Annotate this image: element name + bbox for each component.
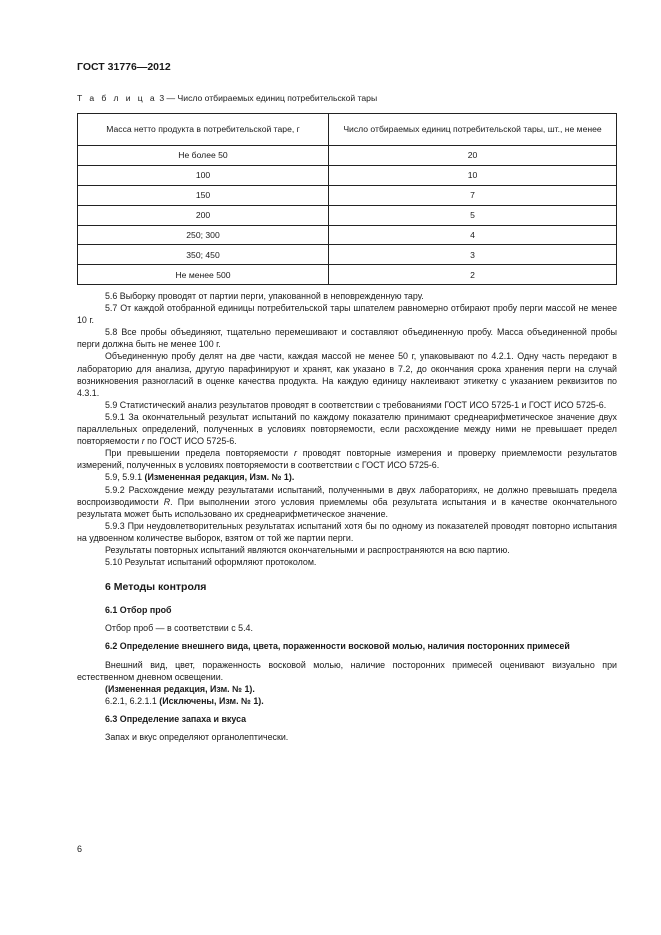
paragraph-5-9: 5.9 Статистический анализ результатов проводят в соответствии с требованиями ГОСТ ИСО 5725-1 и ГОСТ ИСО 5725-6. bbox=[105, 399, 607, 410]
table-cell-mass: 250; 300 bbox=[78, 225, 329, 245]
amendment-note bbox=[77, 471, 617, 483]
table-cell-count: 5 bbox=[329, 205, 617, 225]
excluded-clause: 6.2.1, 6.2.1.1 bbox=[105, 695, 160, 706]
paragraph-text: проводят повторные измерения и проверку приемлемости результатов измерений, полученных в условиях повторяемости в соответствии с ГОСТ ИСО 5725-6. bbox=[77, 448, 617, 471]
paragraph-6-1: Отбор проб — в соответствии с 5.4. bbox=[105, 623, 253, 634]
paragraph-5-9-1 bbox=[77, 411, 617, 447]
paragraph-text: по ГОСТ ИСО 5725-6. bbox=[144, 436, 237, 447]
subsection-heading-6-3: 6.3 Определение запаха и вкуса bbox=[105, 713, 247, 724]
paragraph-5-9-3: 5.9.3 При неудовлетворительных результатах испытаний хотя бы по одному из показателей проводят повторно испытания на удвоенном количестве выборок, взятом от той же партии перги. bbox=[77, 520, 617, 543]
column-header-count-text: Число отбираемых единиц потребительской тары, шт., не менее bbox=[343, 124, 602, 134]
table-cell-count: 3 bbox=[329, 245, 617, 265]
page-number: 6 bbox=[77, 844, 83, 854]
amendment-text: (Измененная редакция, Изм. № 1). bbox=[144, 472, 295, 483]
paragraph-text: . При выполнении этого условия приемлемы оба результата испытания и в качестве окончательного результата может быть использовано их среднеарифметическое значение. bbox=[77, 496, 617, 519]
paragraph-text: 5.9.2 Расхождение между результатами испытаний, полученными в двух лабораториях, не должно превышать предела воспроизводимости bbox=[77, 484, 617, 507]
table-row bbox=[78, 225, 617, 245]
table-cell-count: 10 bbox=[329, 165, 617, 185]
section-heading-6: 6 Методы контроля bbox=[105, 581, 207, 594]
paragraph-repeat-results: Результаты повторных испытаний являются окончательными и распространяются на всю партию. bbox=[105, 544, 510, 555]
symbol-r: r bbox=[141, 436, 145, 447]
excluded-note bbox=[77, 695, 617, 707]
table-cell-mass: 200 bbox=[78, 205, 329, 225]
table-caption bbox=[77, 93, 377, 103]
table-caption-title: 3 — Число отбираемых единиц потребительской тары bbox=[157, 93, 378, 103]
table-row bbox=[78, 205, 617, 225]
table-caption-label: Т а б л и ц а bbox=[77, 93, 157, 103]
table-cell-mass: 100 bbox=[78, 165, 329, 185]
symbol-R: R bbox=[163, 496, 171, 507]
table-cell-count: 4 bbox=[329, 225, 617, 245]
table-row bbox=[78, 245, 617, 265]
table-row bbox=[78, 265, 617, 285]
table-cell-count: 2 bbox=[329, 265, 617, 285]
table-cell-count: 7 bbox=[329, 185, 617, 205]
column-header-mass: Масса нетто продукта в потребительской таре, г bbox=[78, 114, 329, 146]
table-row bbox=[78, 185, 617, 205]
table-cell-mass: 350; 450 bbox=[78, 245, 329, 265]
table-header-row bbox=[78, 114, 617, 146]
paragraph-5-9-2 bbox=[77, 484, 617, 520]
table-cell-count: 20 bbox=[329, 146, 617, 166]
paragraph-5-8-split: Объединенную пробу делят на две части, каждая массой не менее 50 г, упаковывают по 4.2.1. Одну часть передают в лабораторию для анализа, другую парафинируют и хранят, как указано в 7.2, до окончания срока хранения перги на случай возникновения разногласий в оценке качества продукта. На каждую единицу наклеивают этикетку с указанием реквизитов по 4.3.1. bbox=[77, 351, 617, 398]
paragraph-5-8: 5.8 Все пробы объединяют, тщательно перемешивают и составляют объединенную пробу. Масса объединенной пробы перги должна быть не менее 100 г. bbox=[77, 327, 617, 350]
document-body bbox=[77, 290, 617, 743]
paragraph-5-6: 5.6 Выборку проводят от партии перги, упакованной в неповрежденную тару. bbox=[105, 291, 424, 301]
table-cell-mass: Не более 50 bbox=[78, 146, 329, 166]
paragraph-6-2: Внешний вид, цвет, пораженность восковой молью, наличие посторонних примесей оценивают визуально при естественном дневном освещении. bbox=[77, 659, 617, 682]
paragraph-6-3: Запах и вкус определяют органолептически. bbox=[105, 732, 289, 742]
table-cell-mass: 150 bbox=[78, 185, 329, 205]
sample-units-table bbox=[77, 113, 617, 285]
document-header: ГОСТ 31776—2012 bbox=[77, 61, 171, 73]
column-header-count bbox=[329, 114, 617, 146]
amendment-note-6-2: (Измененная редакция, Изм. № 1). bbox=[105, 683, 255, 694]
excluded-text: (Исключены, Изм. № 1). bbox=[159, 695, 264, 706]
subsection-heading-6-1: 6.1 Отбор проб bbox=[105, 605, 172, 616]
symbol-r: r bbox=[293, 448, 297, 459]
paragraph-repeatability bbox=[77, 447, 617, 471]
paragraph-5-7: 5.7 От каждой отобранной единицы потребительской тары шпателем равномерно отбирают пробу перги массой не менее 10 г. bbox=[77, 303, 617, 326]
subsection-heading-6-2: 6.2 Определение внешнего вида, цвета, пораженности восковой молью, наличия посторонних примесей bbox=[105, 641, 570, 652]
amendment-clause: 5.9, 5.9.1 bbox=[105, 472, 145, 483]
table-row bbox=[78, 165, 617, 185]
paragraph-text: При превышении предела повторяемости bbox=[105, 448, 294, 459]
table-cell-mass: Не менее 500 bbox=[78, 265, 329, 285]
paragraph-text: 5.9.1 За окончательный результат испытаний по каждому показателю принимают среднеарифметическое значение двух параллельных определений, полученных в условиях повторяемости, если расхождение между ними не превышает предел повторяемости bbox=[77, 411, 617, 447]
paragraph-5-10: 5.10 Результат испытаний оформляют протоколом. bbox=[105, 557, 317, 568]
table-row bbox=[78, 146, 617, 166]
